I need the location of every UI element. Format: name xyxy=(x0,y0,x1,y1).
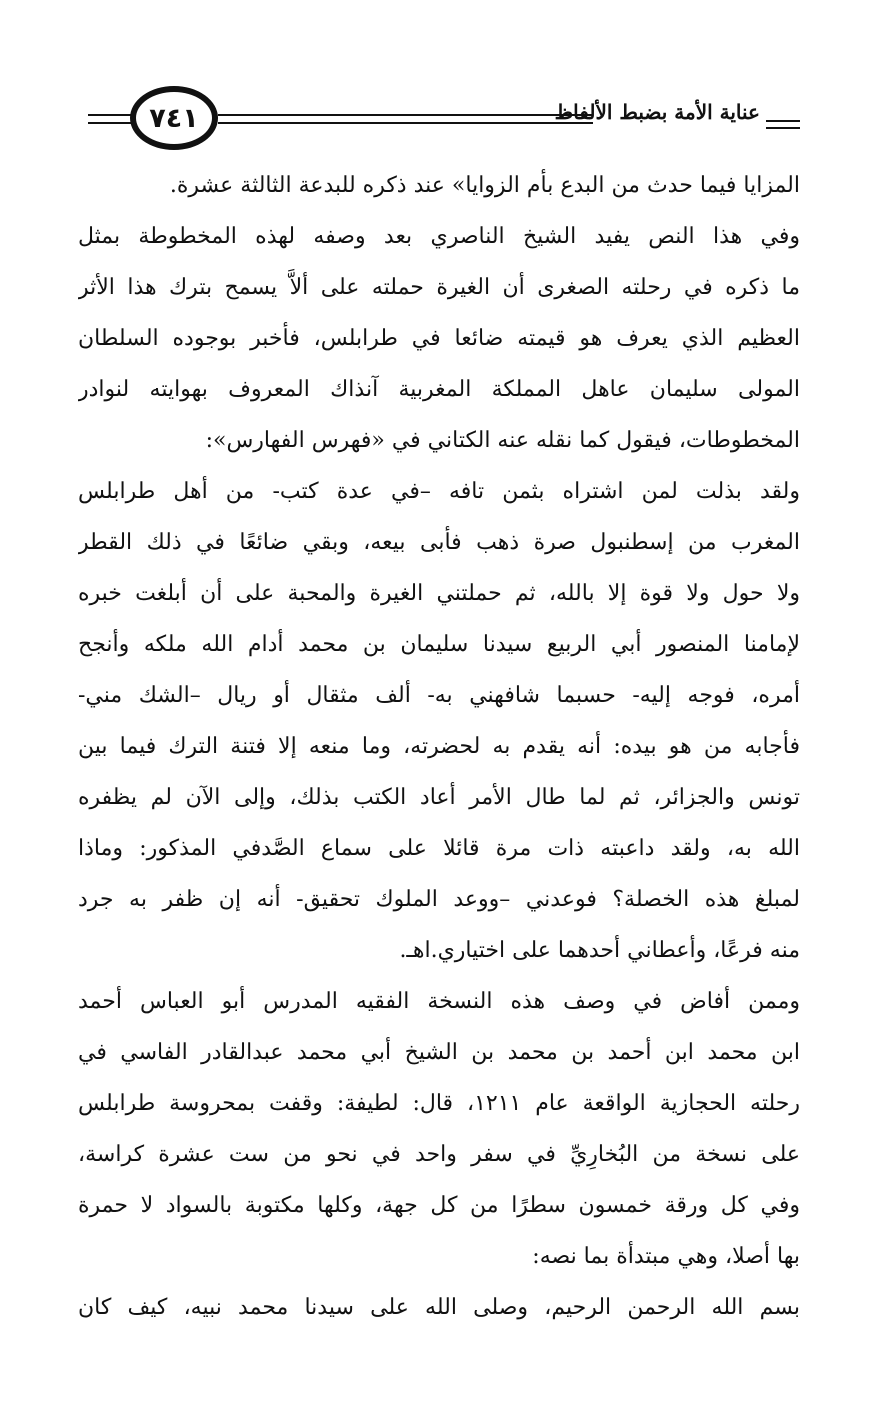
text-line: لإمامنا المنصور أبي الربيع سيدنا سليمان بن محمد أدام الله ملكه وأنجح xyxy=(78,632,800,657)
text-line: المزايا فيما حدث من البدع بأم الزوايا» عند ذكره للبدعة الثالثة عشرة. xyxy=(169,173,800,198)
text-line: المولى سليمان عاهل المملكة المغربية آنذاك المعروف بهوايته لنوادر xyxy=(78,377,800,402)
header-rule xyxy=(218,122,593,124)
text-line: المخطوطات، فيقول كما نقله عنه الكتاني في «فهرس الفهارس»: xyxy=(205,428,800,453)
text-line: وفي هذا النص يفيد الشيخ الناصري بعد وصفه لهذه المخطوطة بمثل xyxy=(78,224,800,249)
text-line: رحلته الحجازية الواقعة عام ١٢١١، قال: لطيفة: وقفت بمحروسة طرابلس xyxy=(78,1091,800,1116)
text-line: لمبلغ هذه الخصلة؟ فوعدني –ووعد الملوك تحقيق- أنه إن ظفر به جرد xyxy=(78,887,800,912)
text-line: ولا حول ولا قوة إلا بالله، ثم حملتني الغيرة والمحبة على أن أبلغت خبره xyxy=(78,581,800,606)
header-rule xyxy=(88,122,134,124)
text-line: بسم الله الرحمن الرحيم، وصلى الله على سيدنا محمد نبيه، كيف كان xyxy=(78,1295,800,1320)
text-line: العظيم الذي يعرف هو قيمته ضائعا في طرابلس، فأخبر بوجوده السلطان xyxy=(78,326,800,351)
text-line: ولقد بذلت لمن اشتراه بثمن تافه –في عدة كتب- من أهل طرابلس xyxy=(78,479,800,504)
body-text xyxy=(78,160,800,1333)
header-rule xyxy=(218,114,593,116)
text-line: منه فرعًا، وأعطاني أحدهما على اختياري.اهـ. xyxy=(399,938,800,963)
header-rule xyxy=(766,127,800,129)
text-line: بها أصلا، وهي مبتدأة بما نصه: xyxy=(532,1244,800,1269)
header-rule xyxy=(766,120,800,122)
text-line: وفي كل ورقة خمسون سطرًا من كل جهة، وكلها مكتوبة بالسواد لا حمرة xyxy=(78,1193,800,1218)
header-rule xyxy=(88,114,134,116)
text-line: المغرب من إسطنبول صرة ذهب فأبى بيعه، وبقي ضائعًا في ذلك القطر xyxy=(78,530,800,555)
text-line: وممن أفاض في وصف هذه النسخة الفقيه المدرس أبو العباس أحمد xyxy=(78,989,800,1014)
text-line: ما ذكره في رحلته الصغرى أن الغيرة حملته على ألاَّ يسمح بترك هذا الأثر xyxy=(78,275,800,300)
text-line: أمره، فوجه إليه- حسبما شافهني به- ألف مثقال أو ريال –الشك مني- xyxy=(78,683,800,708)
text-line: فأجابه من هو بيده: أنه يقدم به لحضرته، وما منعه إلا فتنة الترك فيما بين xyxy=(78,734,800,759)
text-line: الله به، ولقد داعبته ذات مرة قائلا على سماع الصَّدفي المذكور: وماذا xyxy=(78,836,800,861)
page-number-badge xyxy=(130,86,218,150)
text-line: تونس والجزائر، ثم لما طال الأمر أعاد الكتب بذلك، وإلى الآن لم يظفره xyxy=(78,785,800,810)
page-number: ٧٤١ xyxy=(149,102,199,134)
page-header xyxy=(88,86,800,156)
text-line: ابن محمد ابن أحمد بن محمد بن الشيخ أبي محمد عبدالقادر الفاسي في xyxy=(78,1040,800,1065)
text-line: على نسخة من البُخارِيِّ في سفر واحد في نحو من ست عشرة كراسة، xyxy=(78,1142,800,1167)
running-title: عناية الأمة بضبط الألفاظ xyxy=(554,100,760,124)
